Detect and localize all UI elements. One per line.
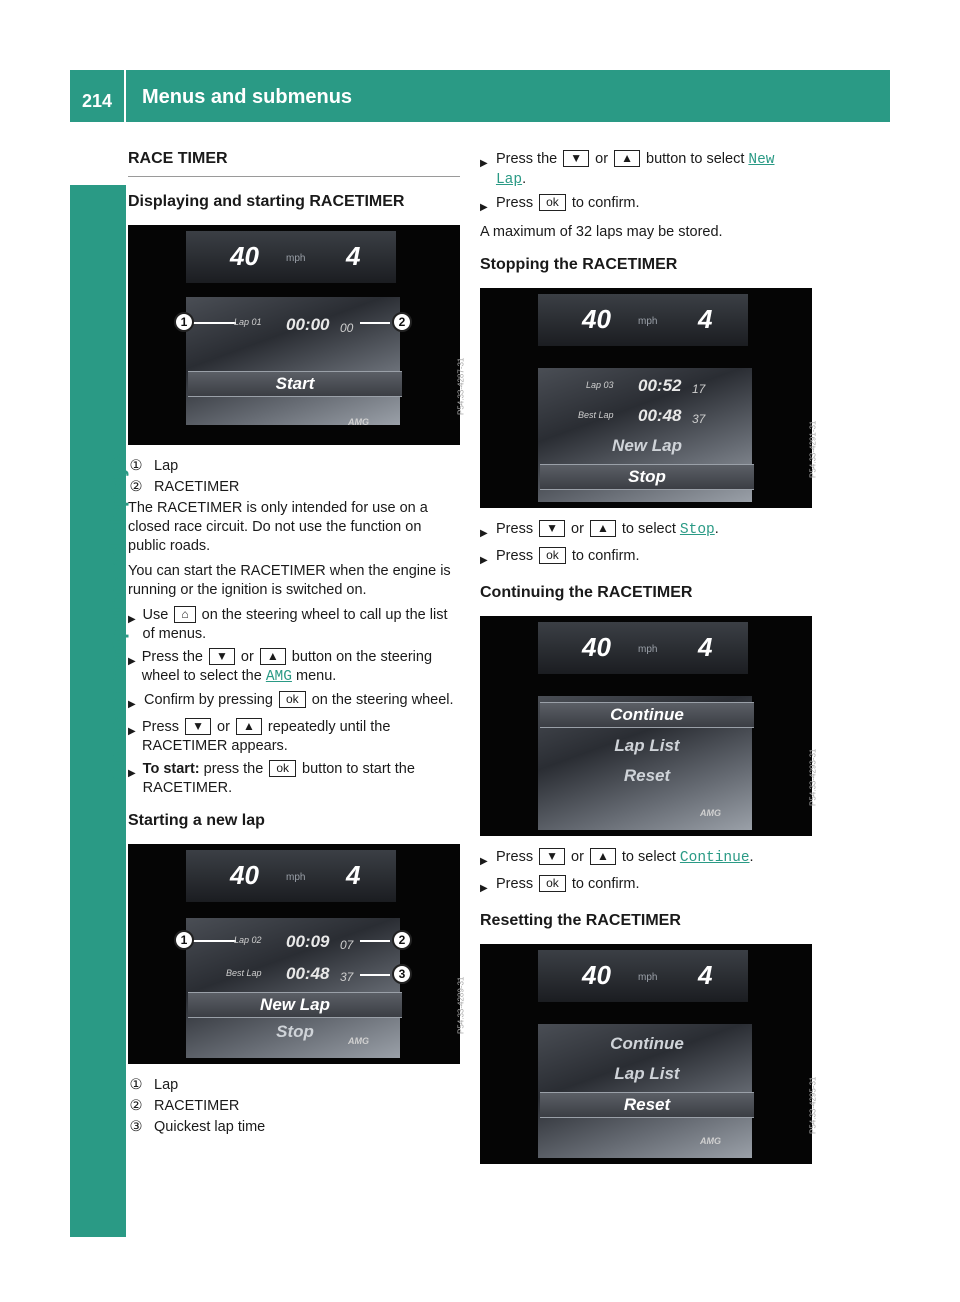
lap-time: 00:52 <box>638 376 682 395</box>
side-tab-label: On-board computer and displays <box>106 453 129 783</box>
ok-key-icon: ok <box>539 547 566 564</box>
ok-key-icon: ok <box>539 875 566 892</box>
arrow-icon: ▶ <box>480 555 488 566</box>
ok-key-icon: ok <box>279 691 306 708</box>
subsection-title: Stopping the RACETIMER <box>480 256 678 273</box>
up-key-icon: ▲ <box>260 648 286 665</box>
page-number: 214 <box>70 70 126 122</box>
menu-stop: Stop <box>540 464 754 490</box>
menu-lap-list: Lap List <box>614 736 680 755</box>
down-key-icon: ▼ <box>539 520 565 537</box>
gear-readout: 4 <box>698 960 713 990</box>
callout-3: 3 <box>392 964 412 984</box>
instruction-step: ▶ Confirm by pressing ok on the steering wheel. <box>128 691 460 714</box>
menu-reset: Reset <box>623 766 671 785</box>
menu-new-lap: New Lap <box>612 436 682 455</box>
speed-unit: mph <box>286 872 306 883</box>
left-column <box>128 150 465 1139</box>
lap-label: Lap 02 <box>234 935 262 945</box>
arrow-icon: ▶ <box>480 158 488 169</box>
continue-term: Continue <box>679 850 750 866</box>
subsection-title: Starting a new lap <box>128 812 265 829</box>
gear-readout: 4 <box>346 241 361 271</box>
stop-term: Stop <box>679 522 715 538</box>
speed-unit: mph <box>286 253 306 264</box>
gear-readout: 4 <box>346 860 361 890</box>
legend-item: ① Lap <box>129 458 179 474</box>
screen-new-lap <box>128 844 465 1064</box>
legend-item: ① Lap <box>129 1077 179 1093</box>
ok-key-icon: ok <box>539 194 566 211</box>
gear-readout: 4 <box>698 304 713 334</box>
paragraph: The RACETIMER is only intended for use on a closed race circuit. Do not use the function on public roads. <box>128 500 428 554</box>
up-key-icon: ▲ <box>590 848 616 865</box>
right-column <box>480 150 817 1176</box>
speed-readout: 40 <box>582 304 611 334</box>
amg-logo: AMG <box>348 1036 369 1046</box>
lap-label: Lap 01 <box>234 317 262 327</box>
legend-item: ② RACETIMER <box>129 1098 240 1114</box>
amg-menu-term: AMG <box>265 669 292 685</box>
down-key-icon: ▼ <box>209 648 235 665</box>
speed-readout: 40 <box>582 632 611 662</box>
instruction-step: ▶ Press the ▼ or ▲ button to select New Lap. <box>480 151 775 188</box>
arrow-icon: ▶ <box>128 699 136 710</box>
legend-item: ③ Quickest lap time <box>129 1119 266 1135</box>
screen-continue <box>480 616 817 836</box>
instruction-step: ▶ Press ▼ or ▲ to select Continue. <box>480 848 812 871</box>
new-lap-term: New Lap <box>495 152 775 188</box>
speed-unit: mph <box>638 972 658 983</box>
lap-time-ms: 07 <box>340 938 354 952</box>
best-lap-time: 00:48 <box>638 406 682 425</box>
header-bar <box>70 70 890 122</box>
up-key-icon: ▲ <box>236 718 262 735</box>
callout-2: 2 <box>392 930 412 950</box>
paragraph: You can start the RACETIMER when the engine is running or the ignition is switched on. <box>128 563 451 598</box>
arrow-icon: ▶ <box>128 614 136 625</box>
speed-unit: mph <box>638 644 658 655</box>
speed-unit: mph <box>638 316 658 327</box>
callout-1: 1 <box>174 312 194 332</box>
arrow-icon: ▶ <box>480 856 488 867</box>
instruction-step: ▶ Press ok to confirm. <box>480 547 812 570</box>
arrow-icon: ▶ <box>128 726 136 737</box>
ok-key-icon: ok <box>269 760 296 777</box>
section-title: RACE TIMER <box>128 150 460 177</box>
best-lap-ms: 37 <box>340 970 354 984</box>
amg-logo: AMG <box>348 417 369 427</box>
callout-1: 1 <box>174 930 194 950</box>
arrow-icon: ▶ <box>480 202 488 213</box>
instruction-step: ▶ Press ok to confirm. <box>480 875 812 898</box>
instruction-step: ▶ Press the ▼ or ▲ button on the steering wheel to select the AMG menu. <box>128 649 433 685</box>
up-key-icon: ▲ <box>614 150 640 167</box>
figure-code: P54.33-4295-31 <box>808 1076 817 1134</box>
lap-time-ms: 17 <box>692 382 706 396</box>
subsection-title: Continuing the RACETIMER <box>480 584 693 601</box>
instruction-step: ▶ To start: press the ok button to start the RACETIMER. <box>128 761 415 796</box>
figure-code: P54.33-4293-31 <box>808 748 817 806</box>
up-key-icon: ▲ <box>590 520 616 537</box>
figure-code: P54.33-4287-31 <box>456 357 465 415</box>
screen-start <box>128 225 465 445</box>
menu-continue: Continue <box>540 702 754 728</box>
down-key-icon: ▼ <box>563 150 589 167</box>
arrow-icon: ▶ <box>480 883 488 894</box>
menu-start: Start <box>188 371 402 397</box>
menu-lap-list: Lap List <box>614 1064 680 1083</box>
subsection-title: Resetting the RACETIMER <box>480 912 681 929</box>
amg-logo: AMG <box>700 1136 721 1146</box>
subsection-title: Displaying and starting RACETIMER <box>128 193 405 210</box>
lap-label: Lap 03 <box>586 380 614 390</box>
gear-readout: 4 <box>698 632 713 662</box>
arrow-icon: ▶ <box>128 768 136 779</box>
lap-time: 00:09 <box>286 932 330 951</box>
instruction-step: ▶ Press ok to confirm. <box>480 194 812 217</box>
callout-2: 2 <box>392 312 412 332</box>
screen-reset <box>480 944 817 1164</box>
arrow-icon: ▶ <box>480 528 488 539</box>
best-lap-label: Best Lap <box>226 968 262 978</box>
lap-time: 00:00 <box>286 315 330 334</box>
best-lap-time: 00:48 <box>286 964 330 983</box>
arrow-icon: ▶ <box>128 656 136 667</box>
legend-item: ② RACETIMER <box>129 479 240 495</box>
best-lap-label: Best Lap <box>578 410 614 420</box>
menu-continue: Continue <box>610 1034 684 1053</box>
screen-stop <box>480 288 817 508</box>
speed-readout: 40 <box>230 241 259 271</box>
instruction-step: ▶ Press ▼ or ▲ repeatedly until the RACETIMER appears. <box>128 719 391 754</box>
down-key-icon: ▼ <box>539 848 565 865</box>
menu-stop: Stop <box>276 1022 314 1041</box>
home-key-icon: ⌂ <box>174 606 195 623</box>
instruction-step: ▶ Press ▼ or ▲ to select Stop. <box>480 520 812 543</box>
speed-readout: 40 <box>230 860 259 890</box>
amg-logo: AMG <box>700 808 721 818</box>
menu-reset: Reset <box>540 1092 754 1118</box>
page-title: Menus and submenus <box>142 86 353 108</box>
lap-time-ms: 00 <box>340 321 354 335</box>
speed-readout: 40 <box>582 960 611 990</box>
down-key-icon: ▼ <box>185 718 211 735</box>
menu-new-lap: New Lap <box>188 992 402 1018</box>
paragraph: A maximum of 32 laps may be stored. <box>480 224 723 240</box>
figure-code: P54.33-4289-31 <box>456 976 465 1034</box>
instruction-step: ▶ Use ⌂ on the steering wheel to call up the list of menus. <box>128 607 448 642</box>
figure-code: P54.33-4291-31 <box>808 420 817 478</box>
best-lap-ms: 37 <box>692 412 706 426</box>
